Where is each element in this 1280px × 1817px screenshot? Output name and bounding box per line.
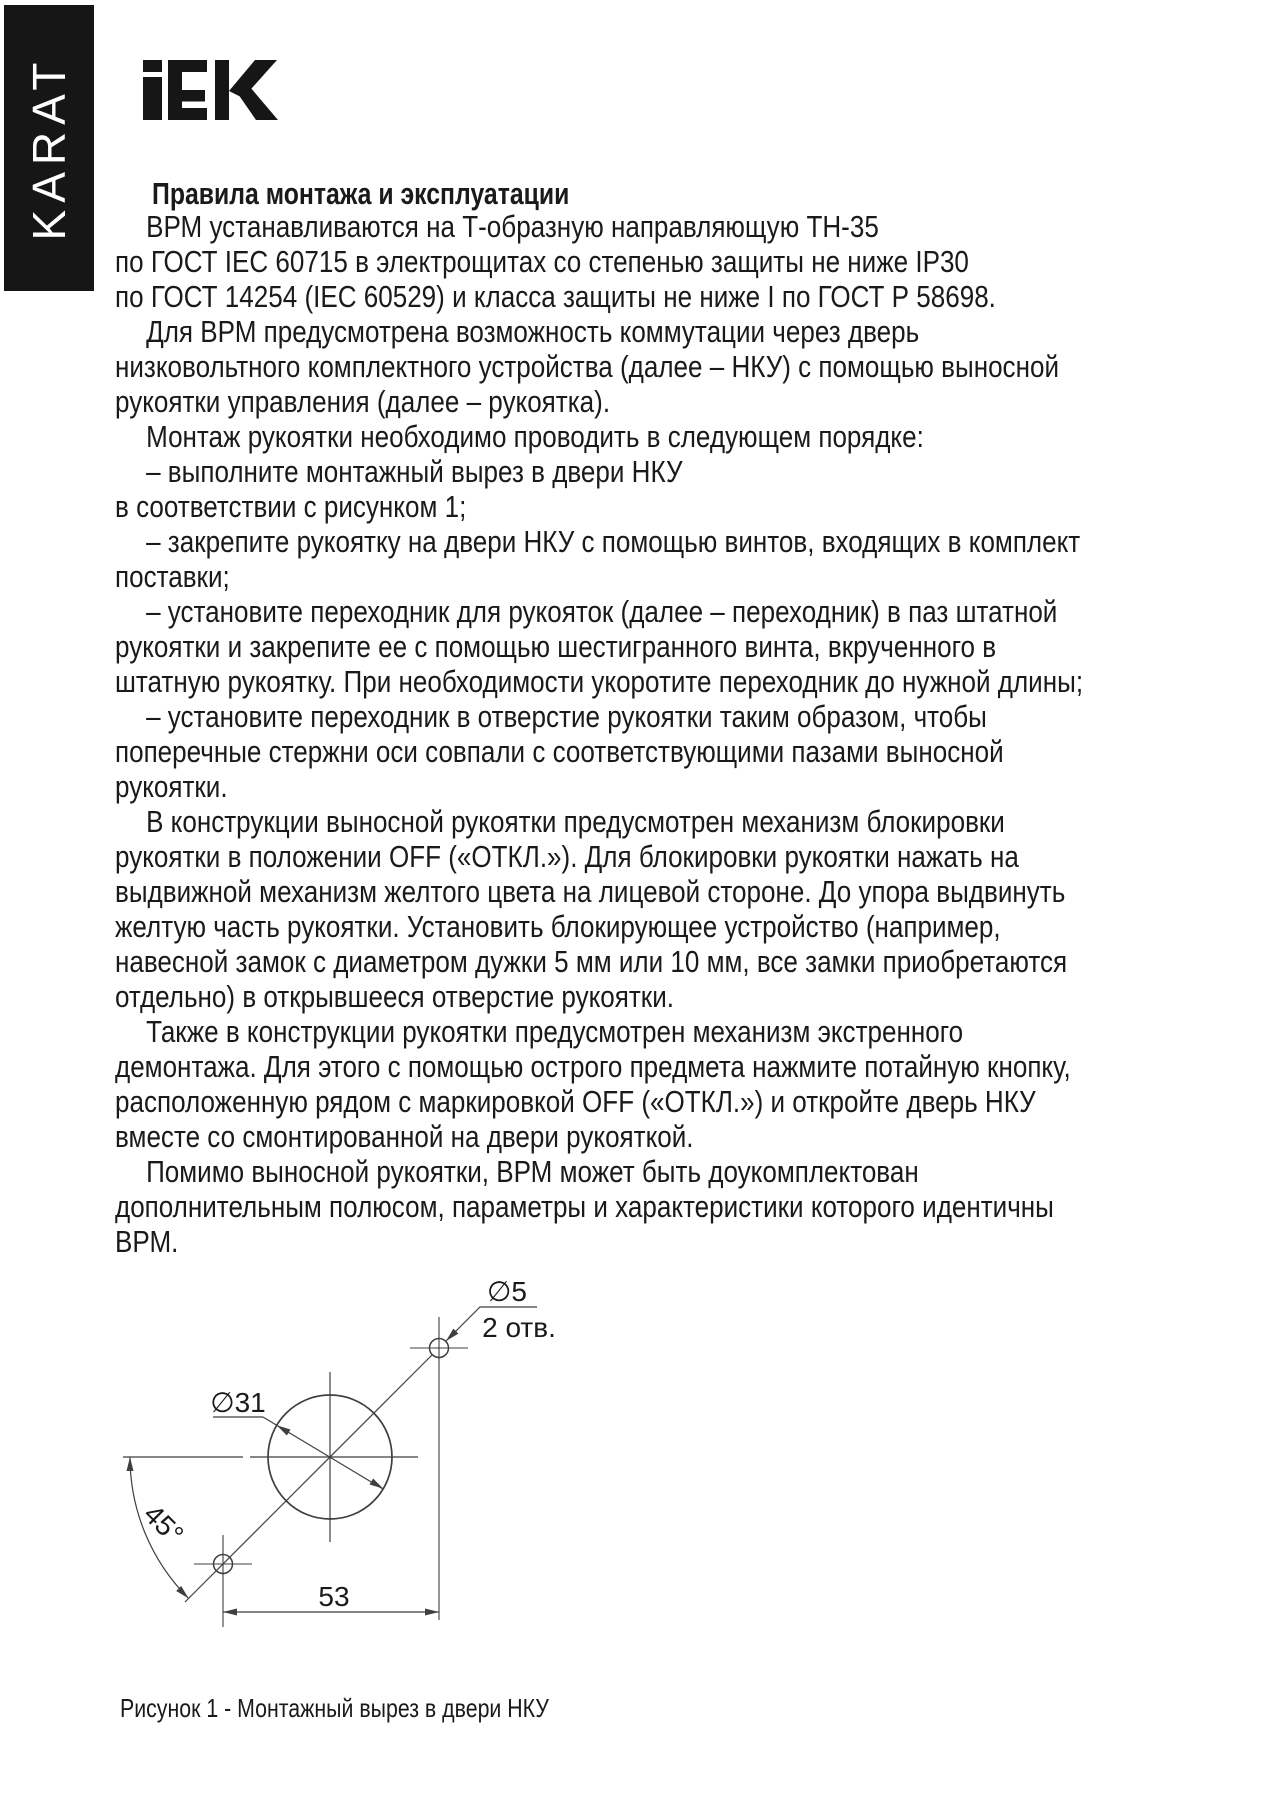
angle-label: 45° [137,1498,190,1551]
dia31-arrow-upper [277,1425,291,1435]
dia31-arrow-lower [370,1479,384,1489]
body-line: – закрепите рукоятку на двери НКУ с помощью винтов, входящих в комплект [146,524,1081,559]
page-title: Правила монтажа и эксплуатации [152,176,570,211]
iek-letter-i-stem [143,77,162,120]
body-line: по ГОСТ 14254 (IEC 60529) и класса защиты не ниже I по ГОСТ Р 58698. [115,279,996,314]
iek-letter-k-leg [238,87,278,120]
holes-count-label: 2 отв. [482,1312,556,1343]
body-line: поперечные стержни оси совпали с соответствующими пазами выносной [115,734,1004,769]
body-line: рукоятки и закрепите ее с помощью шестигранного винта, вкрученного в [115,629,997,664]
body-line: рукоятки. [115,769,228,804]
distance-arrow-right [425,1609,439,1616]
body-line: Также в конструкции рукоятки предусмотрен механизм экстренного [146,1014,964,1049]
body-line: ВРМ. [115,1224,179,1259]
angle-arc-arrow-top [127,1457,134,1471]
body-line: желтую часть рукоятки. Установить блокирующее устройство (например, [115,909,1001,944]
body-line: В конструкции выносной рукоятки предусмотрен механизм блокировки [146,804,1005,839]
body-line: Монтаж рукоятки необходимо проводить в следующем порядке: [146,419,924,454]
body-line: – установите переходник для рукояток (далее – переходник) в паз штатной [146,594,1058,629]
body-line: по ГОСТ IEC 60715 в электрощитах со степенью защиты не ниже IP30 [115,244,969,279]
body-line: рукоятки управления (далее – рукоятка). [115,384,611,419]
iek-letter-e [168,60,207,120]
body-line: отдельно) в открывшееся отверстие рукоятки. [115,979,674,1014]
body-line: – выполните монтажный вырез в двери НКУ [146,454,683,489]
body-line: рукоятки в положении OFF («ОТКЛ.»). Для блокировки рукоятки нажать на [115,839,1019,874]
body-line: поставки; [115,559,230,594]
iek-logo [143,58,278,122]
body-line: навесной замок с диаметром дужки 5 мм или 10 мм, все замки приобретаются [115,944,1068,979]
dia5-label: ∅5 [487,1276,527,1307]
karat-spine-bar [4,5,94,291]
body-line: Для ВРМ предусмотрена возможность коммутации через дверь [146,314,920,349]
body-line: вместе со смонтированной на двери рукояткой. [115,1119,694,1154]
body-line: дополнительным полюсом, параметры и характеристики которого идентичны [115,1189,1054,1224]
distance-arrow-left [223,1609,237,1616]
body-line: ВРМ устанавливаются на Т-образную направляющую ТН-35 [146,209,879,244]
body-line: расположенную рядом с маркировкой OFF («ОТКЛ.») и откройте дверь НКУ [115,1084,1036,1119]
body-line: – установите переходник в отверстие рукоятки таким образом, чтобы [146,699,987,734]
figure-drawing [95,1085,595,1655]
karat-series-label: KARAT [23,55,75,241]
iek-letter-i-dot [143,60,162,72]
figure-caption: Рисунок 1 - Монтажный вырез в двери НКУ [120,1693,549,1723]
body-line: штатную рукоятку. При необходимости укоротите переходник до нужной длины; [115,664,1084,699]
body-line: Помимо выносной рукоятки, ВРМ может быть доукомплектован [146,1154,919,1189]
body-line: демонтажа. Для этого с помощью острого предмета нажмите потайную кнопку, [115,1049,1071,1084]
dia31-label: ∅31 [210,1387,266,1418]
body-line: в соответствии с рисунком 1; [115,489,467,524]
body-line: выдвижной механизм желтого цвета на лицевой стороне. До упора выдвинуть [115,874,1066,909]
iek-letter-k-stem [215,60,229,120]
body-line: низковольтного комплектного устройства (далее – НКУ) с помощью выносной [115,349,1059,384]
distance-label: 53 [318,1581,350,1612]
